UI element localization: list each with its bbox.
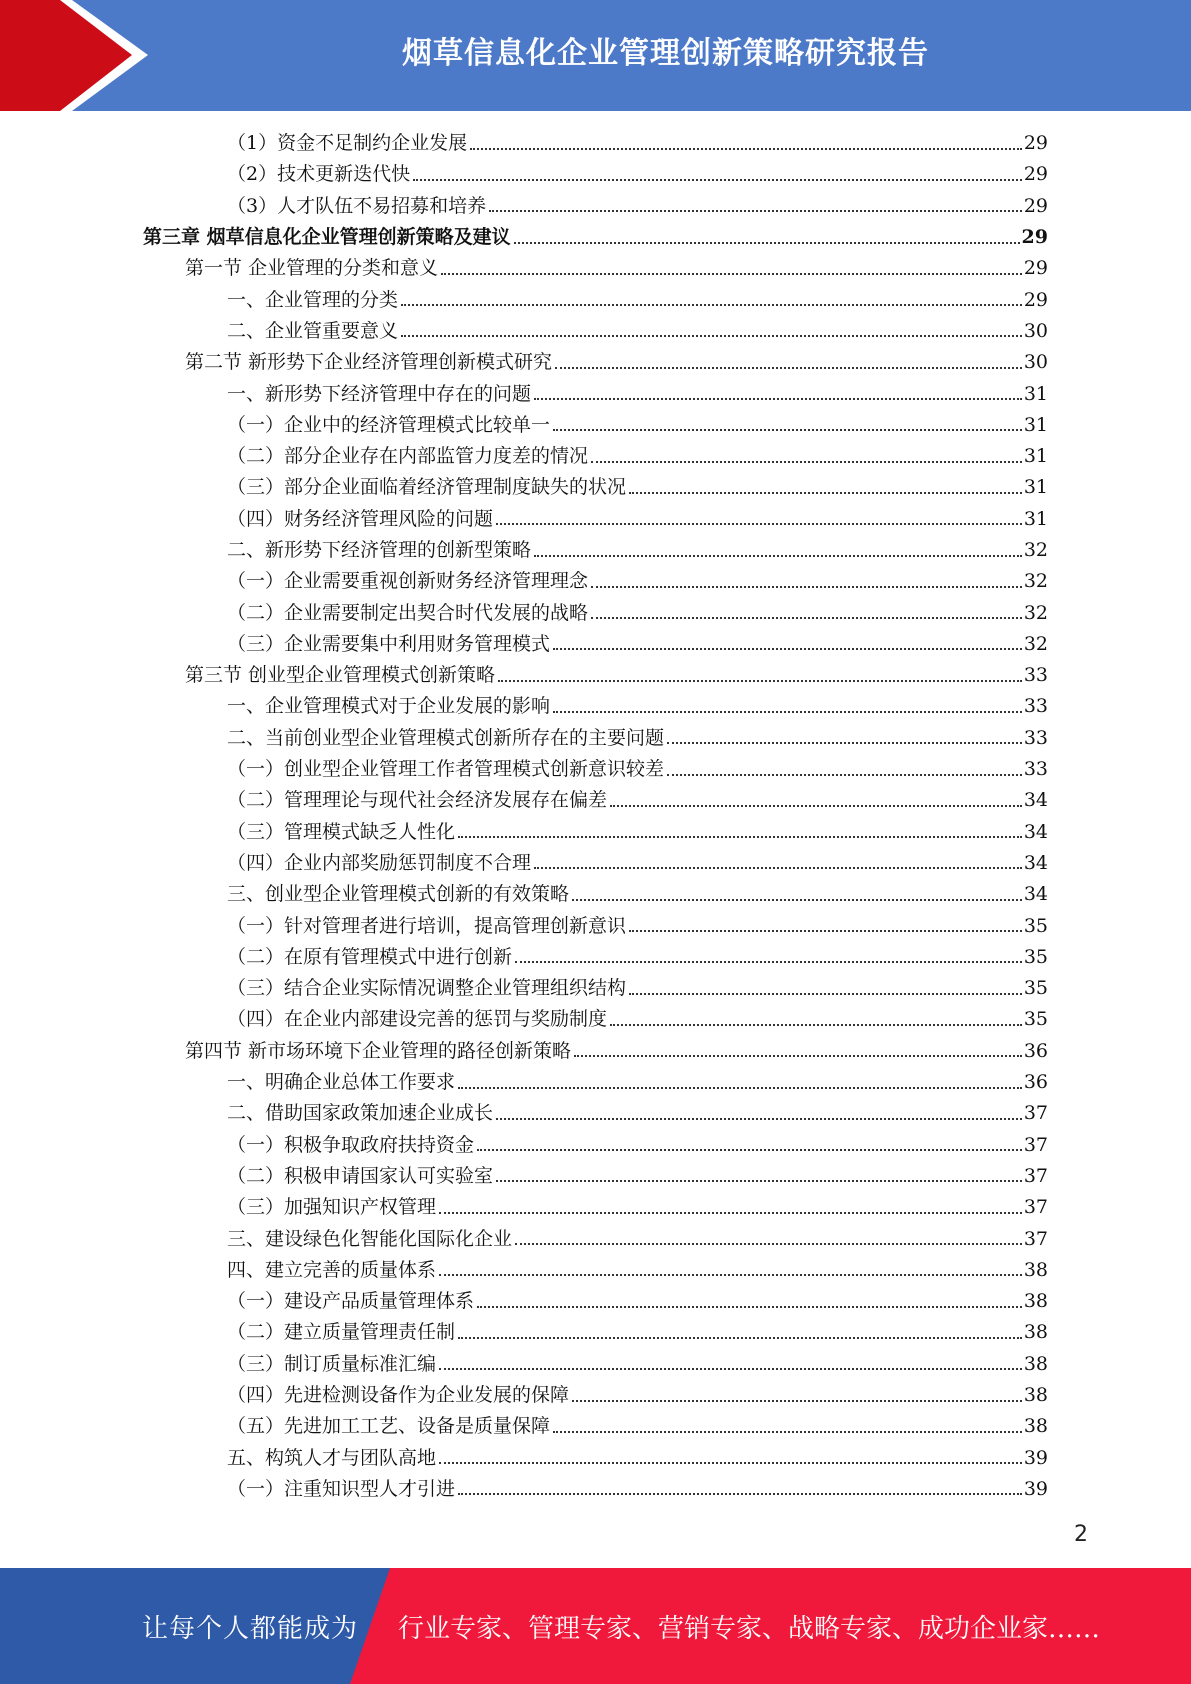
toc-entry-title: （一）建设产品质量管理体系: [227, 1290, 475, 1313]
toc-entry[interactable]: [227, 191, 1048, 222]
toc-dot-leader: [477, 1149, 1022, 1151]
toc-entry-page: 34: [1023, 883, 1048, 906]
page-header: [0, 0, 1191, 111]
toc-entry[interactable]: [227, 973, 1048, 1004]
toc-entry-title: （一）注重知识型人才引进: [227, 1477, 456, 1500]
toc-entry-title: 一、明确企业总体工作要求: [227, 1071, 456, 1094]
toc-entry-title: （二）建立质量管理责任制: [227, 1321, 456, 1344]
toc-entry-page: 33: [1023, 695, 1048, 718]
toc-entry-title: （四）财务经济管理风险的问题: [227, 507, 494, 530]
toc-dot-leader: [401, 335, 1022, 337]
toc-entry-title: （2）技术更新迭代快: [227, 163, 411, 186]
toc-dot-leader: [534, 867, 1022, 869]
toc-entry-title: 二、企业管重要意义: [227, 319, 399, 342]
page-footer: [0, 1568, 1191, 1684]
toc-dot-leader: [439, 1274, 1022, 1276]
footer-slogan-right: 行业专家、管理专家、营销专家、战略专家、成功企业家……: [398, 1613, 1101, 1644]
toc-entry[interactable]: [227, 504, 1048, 535]
toc-dot-leader: [591, 461, 1022, 463]
toc-entry-title: 一、企业管理模式对于企业发展的影响: [227, 695, 551, 718]
toc-entry-page: 33: [1023, 726, 1048, 749]
toc-entry-page: 38: [1023, 1352, 1048, 1375]
toc-entry-page: 33: [1023, 664, 1048, 687]
toc-entry-title: 一、企业管理的分类: [227, 288, 399, 311]
toc-entry-page: 37: [1023, 1227, 1048, 1250]
toc-entry-page: 34: [1023, 789, 1048, 812]
toc-entry-title: 一、新形势下经济管理中存在的问题: [227, 382, 532, 405]
toc-entry-page: 38: [1023, 1258, 1048, 1281]
toc-dot-leader: [514, 242, 1020, 244]
toc-entry[interactable]: [227, 1161, 1048, 1192]
toc-entry-page: 37: [1023, 1164, 1048, 1187]
toc-dot-leader: [515, 1243, 1022, 1245]
toc-dot-leader: [496, 1180, 1022, 1182]
toc-dot-leader: [572, 1400, 1022, 1402]
toc-entry[interactable]: [185, 660, 1048, 691]
toc-dot-leader: [439, 1368, 1022, 1370]
toc-dot-leader: [667, 774, 1022, 776]
toc-entry[interactable]: [185, 347, 1048, 378]
toc-entry-title: （1）资金不足制约企业发展: [227, 132, 468, 155]
toc-entry-page: 38: [1023, 1384, 1048, 1407]
toc-entry[interactable]: [227, 1349, 1048, 1380]
toc-entry[interactable]: [227, 597, 1048, 628]
toc-entry[interactable]: [227, 785, 1048, 816]
toc-entry-page: 37: [1023, 1133, 1048, 1156]
toc-entry-page: 29: [1023, 163, 1048, 186]
toc-entry-page: 29: [1023, 257, 1048, 280]
toc-entry[interactable]: [185, 253, 1048, 284]
toc-dot-leader: [401, 304, 1022, 306]
footer-slogan-left: 让每个人都能成为: [142, 1613, 359, 1644]
toc-entry[interactable]: [227, 1255, 1048, 1286]
toc-entry-title: （四）企业内部奖励惩罚制度不合理: [227, 851, 532, 874]
toc-dot-leader: [574, 1055, 1022, 1057]
toc-entry-title: （四）先进检测设备作为企业发展的保障: [227, 1384, 570, 1407]
toc-entry-title: （三）结合企业实际情况调整企业管理组织结构: [227, 977, 627, 1000]
toc-entry[interactable]: [227, 879, 1048, 910]
toc-entry-title: （一）创业型企业管理工作者管理模式创新意识较差: [227, 758, 665, 781]
toc-entry-page: 34: [1023, 820, 1048, 843]
toc-entry-title: （二）管理理论与现代社会经济发展存在偏差: [227, 789, 608, 812]
toc-entry-title: 二、新形势下经济管理的创新型策略: [227, 539, 532, 561]
toc-entry[interactable]: [227, 848, 1048, 879]
toc-dot-leader: [555, 367, 1022, 369]
toc-entry[interactable]: [227, 566, 1048, 597]
toc-entry-title: 第三节 创业型企业管理模式创新策略: [185, 664, 496, 687]
toc-dot-leader: [553, 429, 1022, 431]
toc-entry-page: 29: [1023, 288, 1048, 311]
toc-entry-page: 30: [1023, 351, 1048, 374]
toc-dot-leader: [553, 1431, 1022, 1433]
toc-entry[interactable]: [227, 1286, 1048, 1317]
toc-entry[interactable]: [227, 284, 1048, 315]
toc-dot-leader: [610, 1024, 1022, 1026]
toc-entry-page: 39: [1023, 1477, 1048, 1500]
toc-entry[interactable]: [227, 159, 1048, 190]
toc-entry-page: 33: [1023, 758, 1048, 781]
toc-dot-leader: [553, 711, 1022, 713]
toc-entry[interactable]: [227, 316, 1048, 347]
toc-dot-leader: [458, 836, 1022, 838]
toc-dot-leader: [591, 617, 1022, 619]
toc-entry-title: （三）加强知识产权管理: [227, 1196, 437, 1219]
toc-entry-page: 32: [1023, 539, 1048, 561]
toc-entry[interactable]: [185, 1036, 1048, 1067]
toc-entry-page: 39: [1023, 1446, 1048, 1469]
toc-entry[interactable]: [227, 754, 1048, 785]
toc-entry[interactable]: [227, 1223, 1048, 1254]
toc-entry-title: 第一节 企业管理的分类和意义: [185, 257, 439, 280]
toc-entry-title: （五）先进加工工艺、设备是质量保障: [227, 1415, 551, 1438]
toc-entry[interactable]: [227, 1411, 1048, 1442]
toc-entry-title: 五、构筑人才与团队高地: [227, 1446, 437, 1469]
toc-entry-page: 36: [1023, 1039, 1048, 1062]
toc-entry-title: （一）积极争取政府扶持资金: [227, 1133, 475, 1156]
table-of-contents: [0, 128, 1191, 1505]
toc-entry-title: 第二节 新形势下企业经济管理创新模式研究: [185, 351, 553, 374]
toc-entry[interactable]: [227, 1474, 1048, 1505]
toc-dot-leader: [496, 1118, 1022, 1120]
toc-entry[interactable]: [227, 441, 1048, 472]
toc-dot-leader: [458, 1087, 1022, 1089]
toc-entry[interactable]: [227, 691, 1048, 722]
toc-entry[interactable]: [227, 535, 1048, 566]
toc-dot-leader: [534, 555, 1022, 557]
toc-entry-page: 37: [1023, 1102, 1048, 1125]
toc-entry-title: （3）人才队伍不易招募和培养: [227, 194, 487, 217]
toc-dot-leader: [477, 1306, 1022, 1308]
toc-entry-page: 32: [1023, 632, 1048, 655]
toc-entry[interactable]: [227, 1130, 1048, 1161]
toc-entry-title: 二、借助国家政策加速企业成长: [227, 1102, 494, 1125]
toc-entry-title: 第四节 新市场环境下企业管理的路径创新策略: [185, 1039, 572, 1062]
header-arrow-decoration: [0, 0, 150, 111]
toc-entry-page: 35: [1023, 977, 1048, 1000]
toc-entry-page: 29: [1023, 194, 1048, 217]
toc-dot-leader: [534, 398, 1022, 400]
toc-entry-page: 31: [1023, 507, 1048, 530]
toc-entry-page: 29: [1023, 132, 1048, 155]
toc-entry[interactable]: [227, 128, 1048, 159]
toc-dot-leader: [629, 492, 1022, 494]
toc-dot-leader: [515, 961, 1022, 963]
toc-entry[interactable]: [227, 1192, 1048, 1223]
toc-entry[interactable]: [227, 1442, 1048, 1473]
toc-entry[interactable]: [227, 817, 1048, 848]
toc-entry-title: （一）企业需要重视创新财务经济管理理念: [227, 570, 589, 593]
toc-dot-leader: [470, 148, 1022, 150]
toc-dot-leader: [489, 210, 1022, 212]
toc-dot-leader: [441, 273, 1022, 275]
toc-entry-title: 三、创业型企业管理模式创新的有效策略: [227, 883, 570, 906]
toc-entry-title: （三）管理模式缺乏人性化: [227, 820, 456, 843]
toc-entry-title: 四、建立完善的质量体系: [227, 1258, 437, 1281]
toc-dot-leader: [458, 1337, 1022, 1339]
toc-entry[interactable]: [227, 1380, 1048, 1411]
toc-entry-title: （二）企业需要制定出契合时代发展的战略: [227, 601, 589, 624]
toc-entry-page: 38: [1023, 1415, 1048, 1438]
toc-entry-page: 31: [1023, 445, 1048, 468]
toc-entry-page: 31: [1023, 382, 1048, 405]
toc-entry[interactable]: [227, 1098, 1048, 1129]
toc-entry-title: （二）在原有管理模式中进行创新: [227, 945, 513, 968]
toc-entry[interactable]: [227, 472, 1048, 503]
toc-dot-leader: [496, 523, 1022, 525]
toc-entry-page: 35: [1023, 914, 1048, 937]
toc-entry[interactable]: [227, 1004, 1048, 1035]
toc-entry-page: 34: [1023, 851, 1048, 874]
toc-dot-leader: [553, 648, 1022, 650]
toc-entry[interactable]: [227, 410, 1048, 441]
toc-entry-title: （二）部分企业存在内部监管力度差的情况: [227, 445, 589, 468]
toc-entry-title: 三、建设绿色化智能化国际化企业: [227, 1227, 513, 1250]
toc-dot-leader: [629, 993, 1022, 995]
toc-entry-title: （三）部分企业面临着经济管理制度缺失的状况: [227, 476, 627, 499]
toc-entry[interactable]: [227, 1067, 1048, 1098]
toc-dot-leader: [439, 1212, 1022, 1214]
toc-dot-leader: [439, 1462, 1022, 1464]
toc-dot-leader: [458, 1493, 1022, 1495]
toc-entry-page: 35: [1023, 945, 1048, 968]
toc-entry[interactable]: [227, 910, 1048, 941]
toc-entry-page: 36: [1023, 1071, 1048, 1094]
toc-entry-title: （三）企业需要集中利用财务管理模式: [227, 632, 551, 655]
document-title: 烟草信息化企业管理创新策略研究报告: [402, 36, 929, 71]
toc-entry-page: 37: [1023, 1196, 1048, 1219]
toc-entry-page: 38: [1023, 1290, 1048, 1313]
toc-entry-page: 32: [1023, 570, 1048, 593]
toc-entry[interactable]: [227, 629, 1048, 660]
toc-dot-leader: [667, 742, 1022, 744]
toc-entry-title: （一）针对管理者进行培训，提高管理创新意识: [227, 914, 627, 937]
toc-entry-title: 第三章 烟草信息化企业管理创新策略及建议: [143, 226, 511, 249]
toc-entry[interactable]: [227, 942, 1048, 973]
toc-entry[interactable]: [227, 378, 1048, 409]
toc-entry-title: （二）积极申请国家认可实验室: [227, 1164, 494, 1187]
toc-entry[interactable]: [227, 723, 1048, 754]
toc-entry-page: 38: [1023, 1321, 1048, 1344]
toc-dot-leader: [498, 680, 1022, 682]
toc-chapter-entry[interactable]: [143, 222, 1048, 253]
toc-entry-title: （四）在企业内部建设完善的惩罚与奖励制度: [227, 1008, 608, 1031]
toc-entry-title: （三）制订质量标准汇编: [227, 1352, 437, 1375]
toc-entry-title: （一）企业中的经济管理模式比较单一: [227, 413, 551, 436]
toc-entry-page: 31: [1023, 413, 1048, 436]
toc-dot-leader: [629, 930, 1022, 932]
toc-dot-leader: [591, 586, 1022, 588]
page-number: 2: [1074, 1522, 1088, 1547]
toc-dot-leader: [572, 899, 1022, 901]
toc-entry-page: 35: [1023, 1008, 1048, 1031]
toc-entry-page: 32: [1023, 601, 1048, 624]
toc-entry-page: 31: [1023, 476, 1048, 499]
toc-entry-title: 二、当前创业型企业管理模式创新所存在的主要问题: [227, 726, 665, 749]
toc-dot-leader: [610, 805, 1022, 807]
toc-dot-leader: [413, 179, 1022, 181]
toc-entry-page: 30: [1023, 319, 1048, 342]
toc-entry-page: 29: [1021, 226, 1048, 249]
toc-entry[interactable]: [227, 1317, 1048, 1348]
